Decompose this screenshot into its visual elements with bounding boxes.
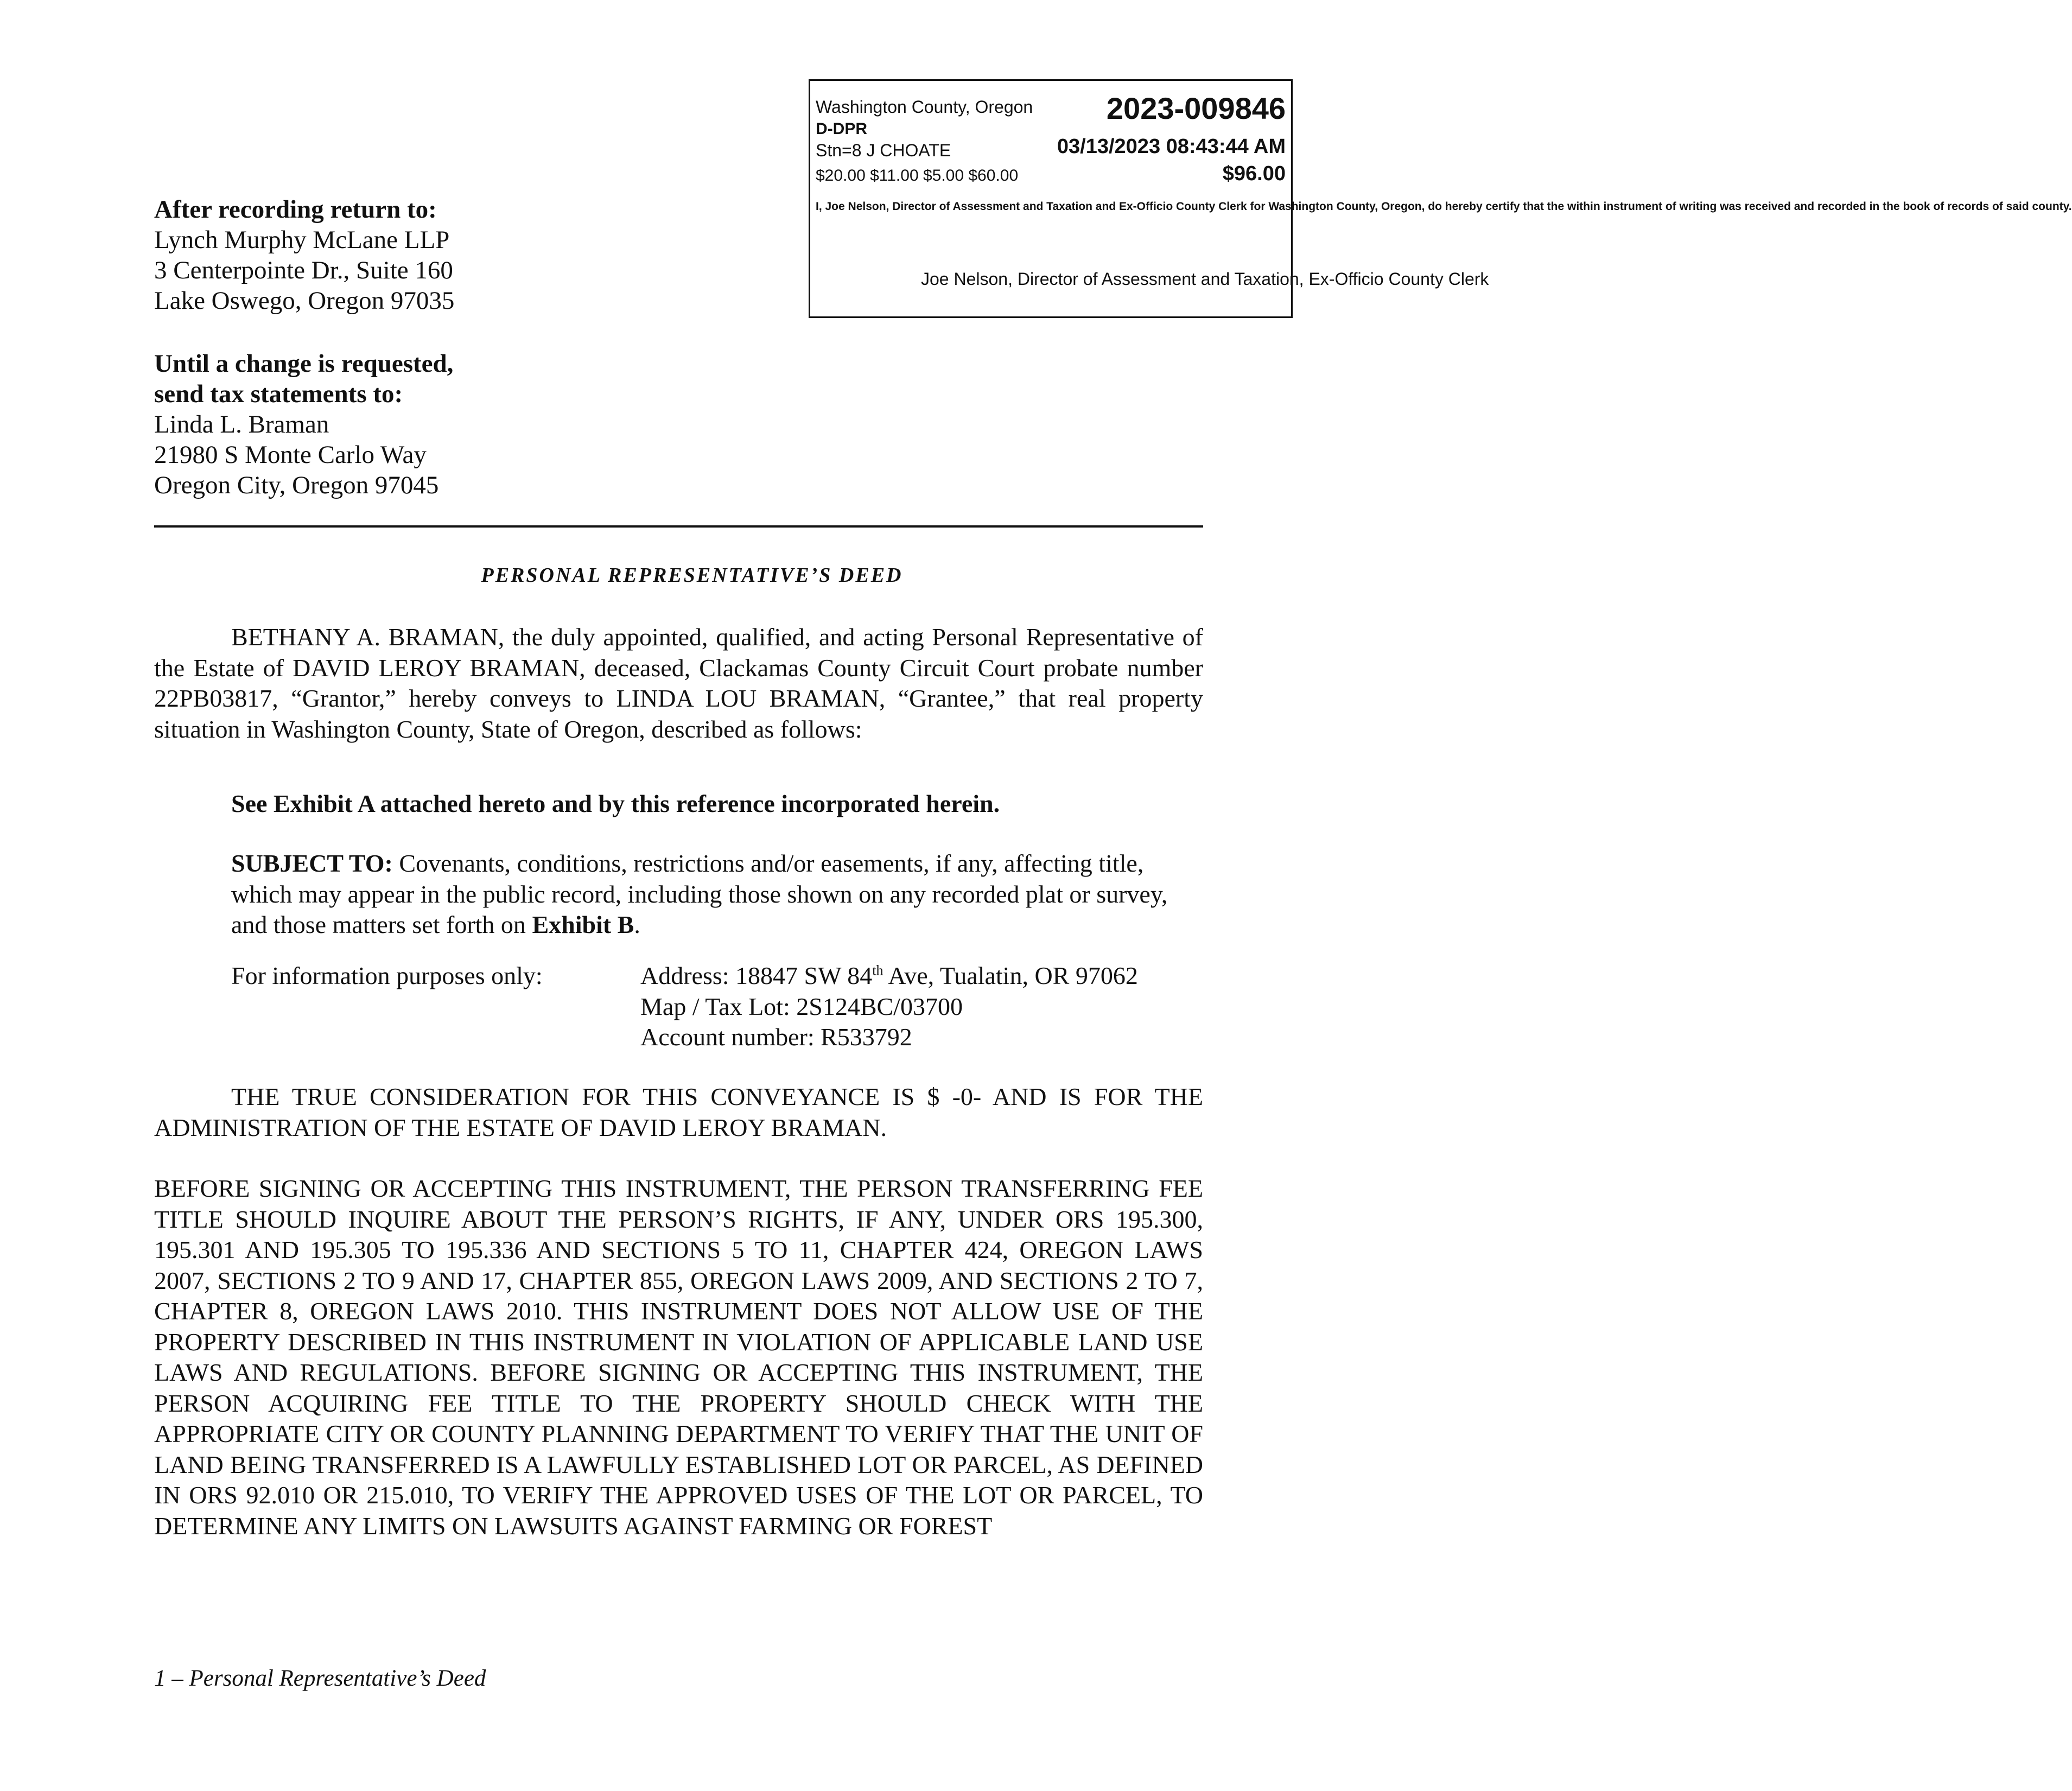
stamp-document-number: 2023-009846 [1106,91,1286,125]
stamp-datetime: 03/13/2023 08:43:44 AM [1057,135,1286,158]
consideration-paragraph: THE TRUE CONSIDERATION FOR THIS CONVEYANCE IS $ -0- AND IS FOR THE ADMINISTRATION OF THE ESTATE OF DAVID LEROY BRAMAN. [154,1083,1203,1141]
divider-rule [154,525,1203,528]
return-line: 3 Centerpointe Dr., Suite 160 [154,256,453,284]
stamp-total: $96.00 [1222,162,1286,185]
info-values [640,961,1138,1053]
info-address [640,961,1138,992]
page-footer: 1 – Personal Representative’s Deed [154,1666,486,1691]
exhibit-reference: See Exhibit A attached hereto and by this reference incorporated herein. [231,790,1000,817]
info-map-tax-lot: Map / Tax Lot: 2S124BC/03700 [640,992,963,1020]
subject-to-end: . [634,911,640,938]
return-line: Lake Oswego, Oregon 97035 [154,287,455,315]
tax-heading: send tax statements to: [154,380,403,408]
stamp-fees: $20.00 $11.00 $5.00 $60.00 [816,167,1019,185]
tax-heading: Until a change is requested, [154,350,454,378]
subject-to-exhibit: Exhibit B [532,911,634,938]
stamp-station: Stn=8 J CHOATE [816,141,951,160]
subject-to-text: Covenants, conditions, restrictions and/or easements, if any, affecting title, which may appear in the public record, including those shown on any recorded plat or survey, and those matters set forth on [231,849,1168,938]
return-line: Lynch Murphy McLane LLP [154,226,450,254]
return-address-block [154,194,454,316]
return-heading: After recording return to: [154,195,437,224]
info-label: For information purposes only: [231,962,543,989]
tax-line: Oregon City, Oregon 97045 [154,471,439,499]
address-sup: th [872,962,884,979]
stamp-doc-code: D-DPR [816,120,867,138]
recording-stamp [809,79,2072,318]
tax-line: 21980 S Monte Carlo Way [154,441,427,469]
subject-to-label: SUBJECT TO: [231,849,393,877]
stamp-county: Washington County, Oregon [816,97,1033,117]
address-prefix: Address: 18847 SW 84 [640,962,873,989]
address-suffix: Ave, Tualatin, OR 97062 [883,962,1138,989]
stamp-signatory: Joe Nelson, Director of Assessment and Taxation, Ex-Officio County Clerk [921,269,1489,289]
info-account: Account number: R533792 [640,1023,912,1051]
stamp-certification: I, Joe Nelson, Director of Assessment and Taxation and Ex-Officio County Clerk for Washington County, Oregon, do hereby certify that the within instrument of writing was received and recorded in the book of records of said county. [816,200,2072,213]
tax-line: Linda L. Braman [154,410,329,439]
subject-to-paragraph [231,848,1175,941]
warning-paragraph: BEFORE SIGNING OR ACCEPTING THIS INSTRUMENT, THE PERSON TRANSFERRING FEE TITLE SHOULD INQUIRE ABOUT THE PERSON’S RIGHTS, IF ANY, UNDER ORS 195.300, 195.301 AND 195.305 TO 195.336 AND SECTIONS 5 TO 11, CHAPTER 424, OREGON LAWS 2007, SECTIONS 2 TO 9 AND 17, CHAPTER 855, OREGON LAWS 2009, AND SECTIONS 2 TO 7, CHAPTER 8, OREGON LAWS 2010. THIS INSTRUMENT DOES NOT ALLOW USE OF THE PROPERTY DESCRIBED IN THIS INSTRUMENT IN VIOLATION OF APPLICABLE LAND USE LAWS AND REGULATIONS. BEFORE SIGNING OR ACCEPTING THIS INSTRUMENT, THE PERSON ACQUIRING FEE TITLE TO THE PROPERTY SHOULD CHECK WITH THE APPROPRIATE CITY OR COUNTY PLANNING DEPARTMENT TO VERIFY THAT THE UNIT OF LAND BEING TRANSFERRED IS A LAWFULLY ESTABLISHED LOT OR PARCEL, AS DEFINED IN ORS 92.010 OR 215.010, TO VERIFY THE APPROVED USES OF THE LOT OR PARCEL, TO DETERMINE ANY LIMITS ON LAWSUITS AGAINST FARMING OR FOREST [154,1174,1203,1540]
deed-title: PERSONAL REPRESENTATIVE’S DEED [481,564,903,587]
tax-address-block [154,348,453,500]
intro-paragraph: BETHANY A. BRAMAN, the duly appointed, qualified, and acting Personal Representative of the Estate of DAVID LEROY BRAMAN, deceased, Clackamas County Circuit Court probate number 22PB03817, “Grantor,” hereby conveys to LINDA LOU BRAMAN, “Grantee,” that real property situation in Washington County, State of Oregon, described as follows: [154,623,1203,743]
